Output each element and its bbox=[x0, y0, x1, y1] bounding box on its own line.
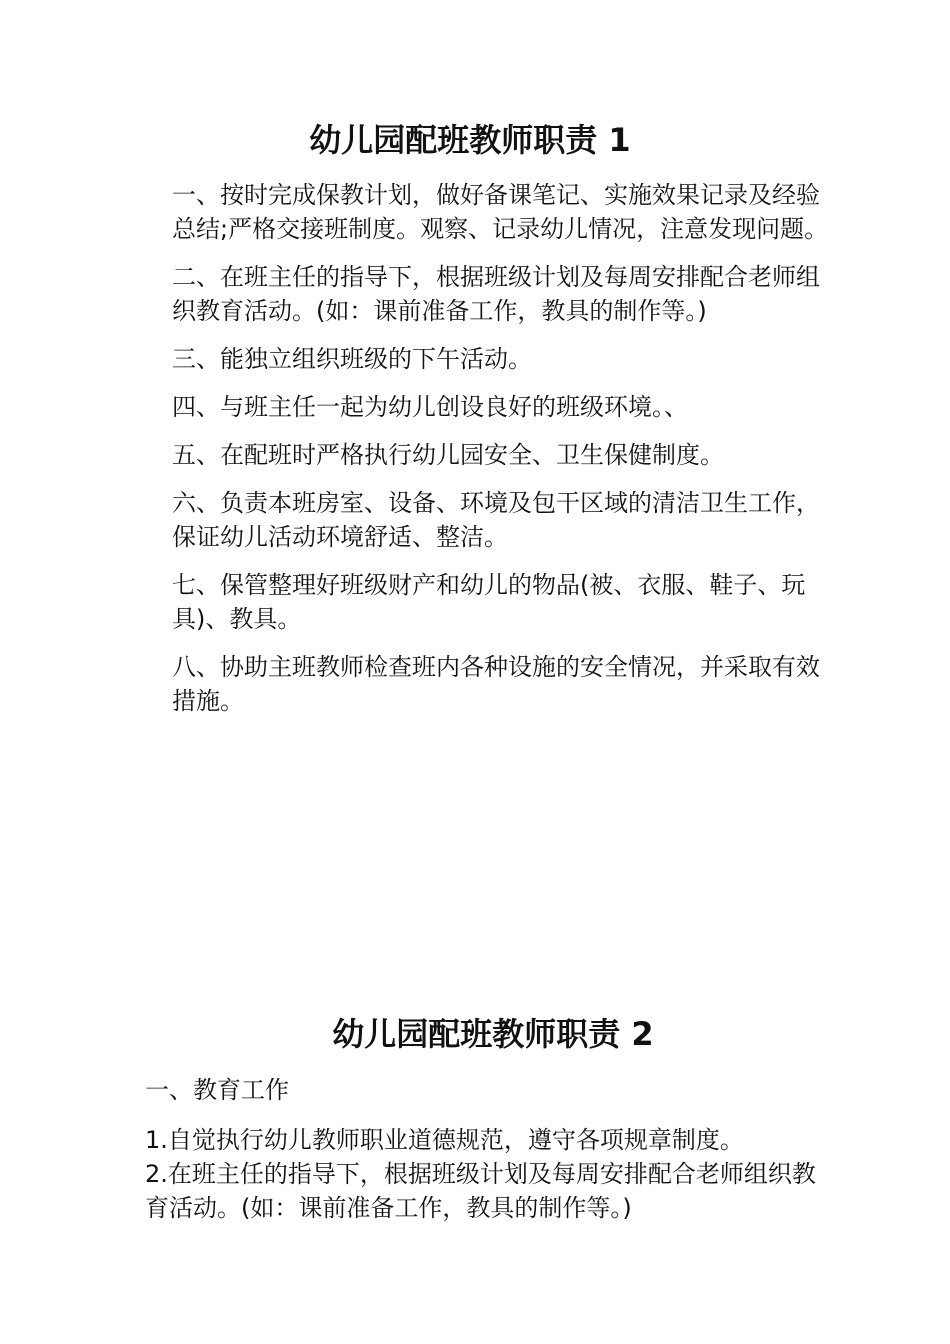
section-heading: 一、教育工作 bbox=[145, 1076, 289, 1104]
document-title-2: 幼儿园配班教师职责 2 bbox=[332, 1015, 654, 1053]
duty-paragraph-2: 二、在班主任的指导下，根据班级计划及每周安排配合老师组织教育活动。(如：课前准备工作，教具的制作等。) bbox=[172, 263, 820, 325]
duty-item-2: 2.在班主任的指导下，根据班级计划及每周安排配合老师组织教育活动。(如：课前准备工作，教具的制作等。) bbox=[145, 1160, 816, 1222]
duties-list-2 bbox=[145, 1073, 825, 1225]
duty-paragraph-5: 五、在配班时严格执行幼儿园安全、卫生保健制度。 bbox=[172, 441, 724, 469]
duty-item-1: 1.自觉执行幼儿教师职业道德规范，遵守各项规章制度。 bbox=[145, 1126, 744, 1154]
duties-list-1 bbox=[172, 178, 832, 732]
duty-paragraph-6: 六、负责本班房室、设备、环境及包干区域的清洁卫生工作，保证幼儿活动环境舒适、整洁。 bbox=[172, 489, 820, 551]
duty-paragraph-8: 八、协助主班教师检查班内各种设施的安全情况，并采取有效措施。 bbox=[172, 653, 820, 715]
duty-paragraph-3: 三、能独立组织班级的下午活动。 bbox=[172, 345, 532, 373]
duty-paragraph-1: 一、按时完成保教计划，做好备课笔记、实施效果记录及经验总结;严格交接班制度。观察、记录幼儿情况，注意发现问题。 bbox=[172, 181, 829, 243]
document-title-1: 幼儿园配班教师职责 1 bbox=[309, 121, 631, 159]
duty-paragraph-4: 四、与班主任一起为幼儿创设良好的班级环境。、 bbox=[172, 393, 688, 421]
duty-paragraph-7: 七、保管整理好班级财产和幼儿的物品(被、衣服、鞋子、玩具)、教具。 bbox=[172, 571, 806, 633]
